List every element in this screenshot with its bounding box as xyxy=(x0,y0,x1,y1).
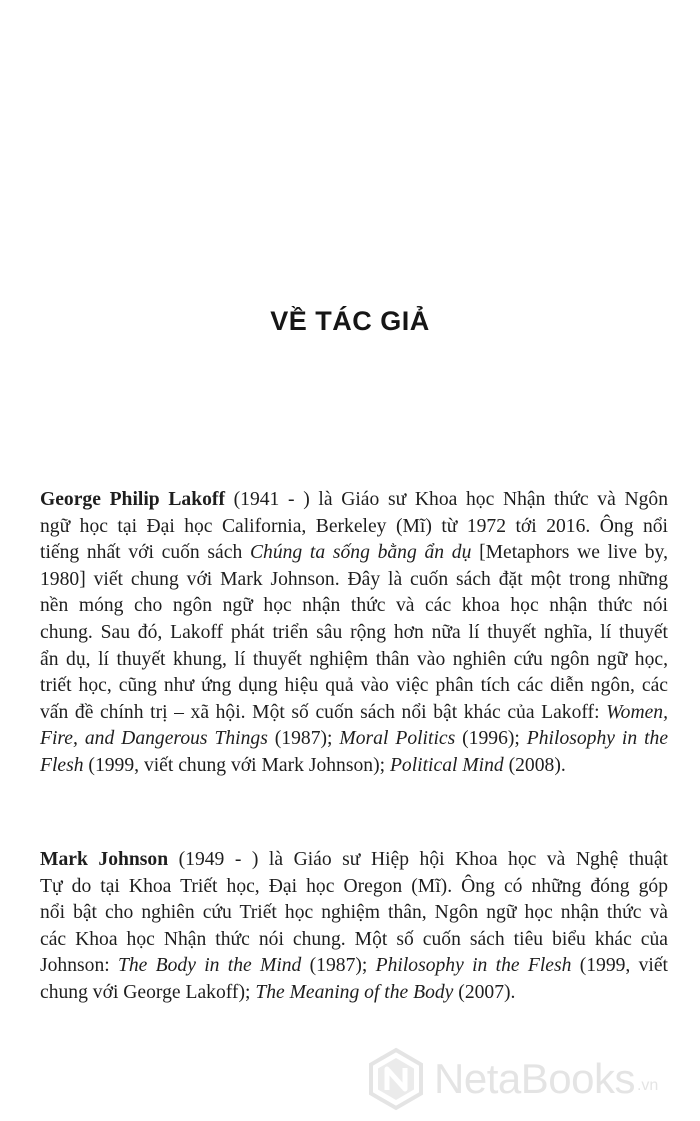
text-line: ngữ học tại Đại học California, Berkeley (Mĩ) từ 1972 tới 2016. Ông nổi xyxy=(40,515,668,537)
page-title: VỀ TÁC GIẢ xyxy=(270,306,430,336)
book-title: Moral Politics xyxy=(339,728,456,750)
text-line: 1980] viết chung với Mark Johnson. Đây là cuốn sách đặt một trong những xyxy=(40,568,668,590)
book-title: Fire, and Dangerous Things xyxy=(40,728,268,750)
book-title: Women, xyxy=(606,701,668,723)
netabooks-logo-icon xyxy=(364,1047,428,1111)
watermark-suffix: .vn xyxy=(636,1077,659,1094)
text-line: triết học, cũng như ứng dụng hiệu quả vào việc phân tích các diễn ngôn, các xyxy=(40,675,668,697)
author-name: Mark Johnson xyxy=(40,849,169,870)
text-line: Mark Johnson (1949 - ) là Giáo sư Hiệp hội Khoa học và Nghệ thuật xyxy=(40,849,668,870)
text-line: George Philip Lakoff (1941 - ) là Giáo sư Khoa học Nhận thức và Ngôn xyxy=(40,489,668,510)
book-title: Philosophy in the xyxy=(526,728,669,750)
text-line: nền móng cho ngôn ngữ học nhận thức và các khoa học nhận thức nói xyxy=(40,595,668,617)
author-bio-lakoff xyxy=(40,487,668,780)
text-line: ẩn dụ, lí thuyết khung, lí thuyết nghiệm thân vào nghiên cứu ngôn ngữ học, xyxy=(40,648,668,670)
text-line: Fire, and Dangerous Things (1987); Moral Politics (1996); Philosophy in the xyxy=(40,728,669,750)
text-line: tiếng nhất với cuốn sách Chúng ta sống bằng ẩn dụ [Metaphors we live by, xyxy=(40,542,668,564)
watermark-brand: NetaBooks xyxy=(434,1055,635,1102)
author-bio-johnson xyxy=(40,847,668,1007)
text-line: chung. Sau đó, Lakoff phát triển sâu rộng hơn nữa lí thuyết nghĩa, lí thuyết xyxy=(40,621,668,643)
book-title: Philosophy in the Flesh xyxy=(375,955,572,977)
author-name: George Philip Lakoff xyxy=(40,489,225,510)
text-line: Johnson: The Body in the Mind (1987); Philosophy in the Flesh (1999, viết xyxy=(40,955,668,977)
book-title: Chúng ta sống bằng ẩn dụ xyxy=(249,542,472,564)
text-line: các Khoa học Nhận thức nói chung. Một số cuốn sách tiêu biểu khác của xyxy=(40,928,668,950)
book-title: The Meaning of the Body xyxy=(255,981,454,1003)
book-title: Flesh xyxy=(40,754,84,776)
text-line: Tự do tại Khoa Triết học, Đại học Oregon (Mĩ). Ông có những đóng góp xyxy=(40,875,668,897)
text-line: vấn đề chính trị – xã hội. Một số cuốn sách nổi bật khác của Lakoff: Women, xyxy=(40,701,668,723)
book-title: The Body in the Mind xyxy=(117,955,302,977)
text-line: nổi bật cho nghiên cứu Triết học nghiệm thân, Ngôn ngữ học nhận thức và xyxy=(40,902,668,924)
text-line: chung với George Lakoff); The Meaning of the Body (2007). xyxy=(40,981,516,1003)
netabooks-watermark xyxy=(364,1044,700,1114)
book-title: Political Mind xyxy=(389,754,504,776)
text-line: Flesh (1999, viết chung với Mark Johnson); Political Mind (2008). xyxy=(40,754,566,776)
